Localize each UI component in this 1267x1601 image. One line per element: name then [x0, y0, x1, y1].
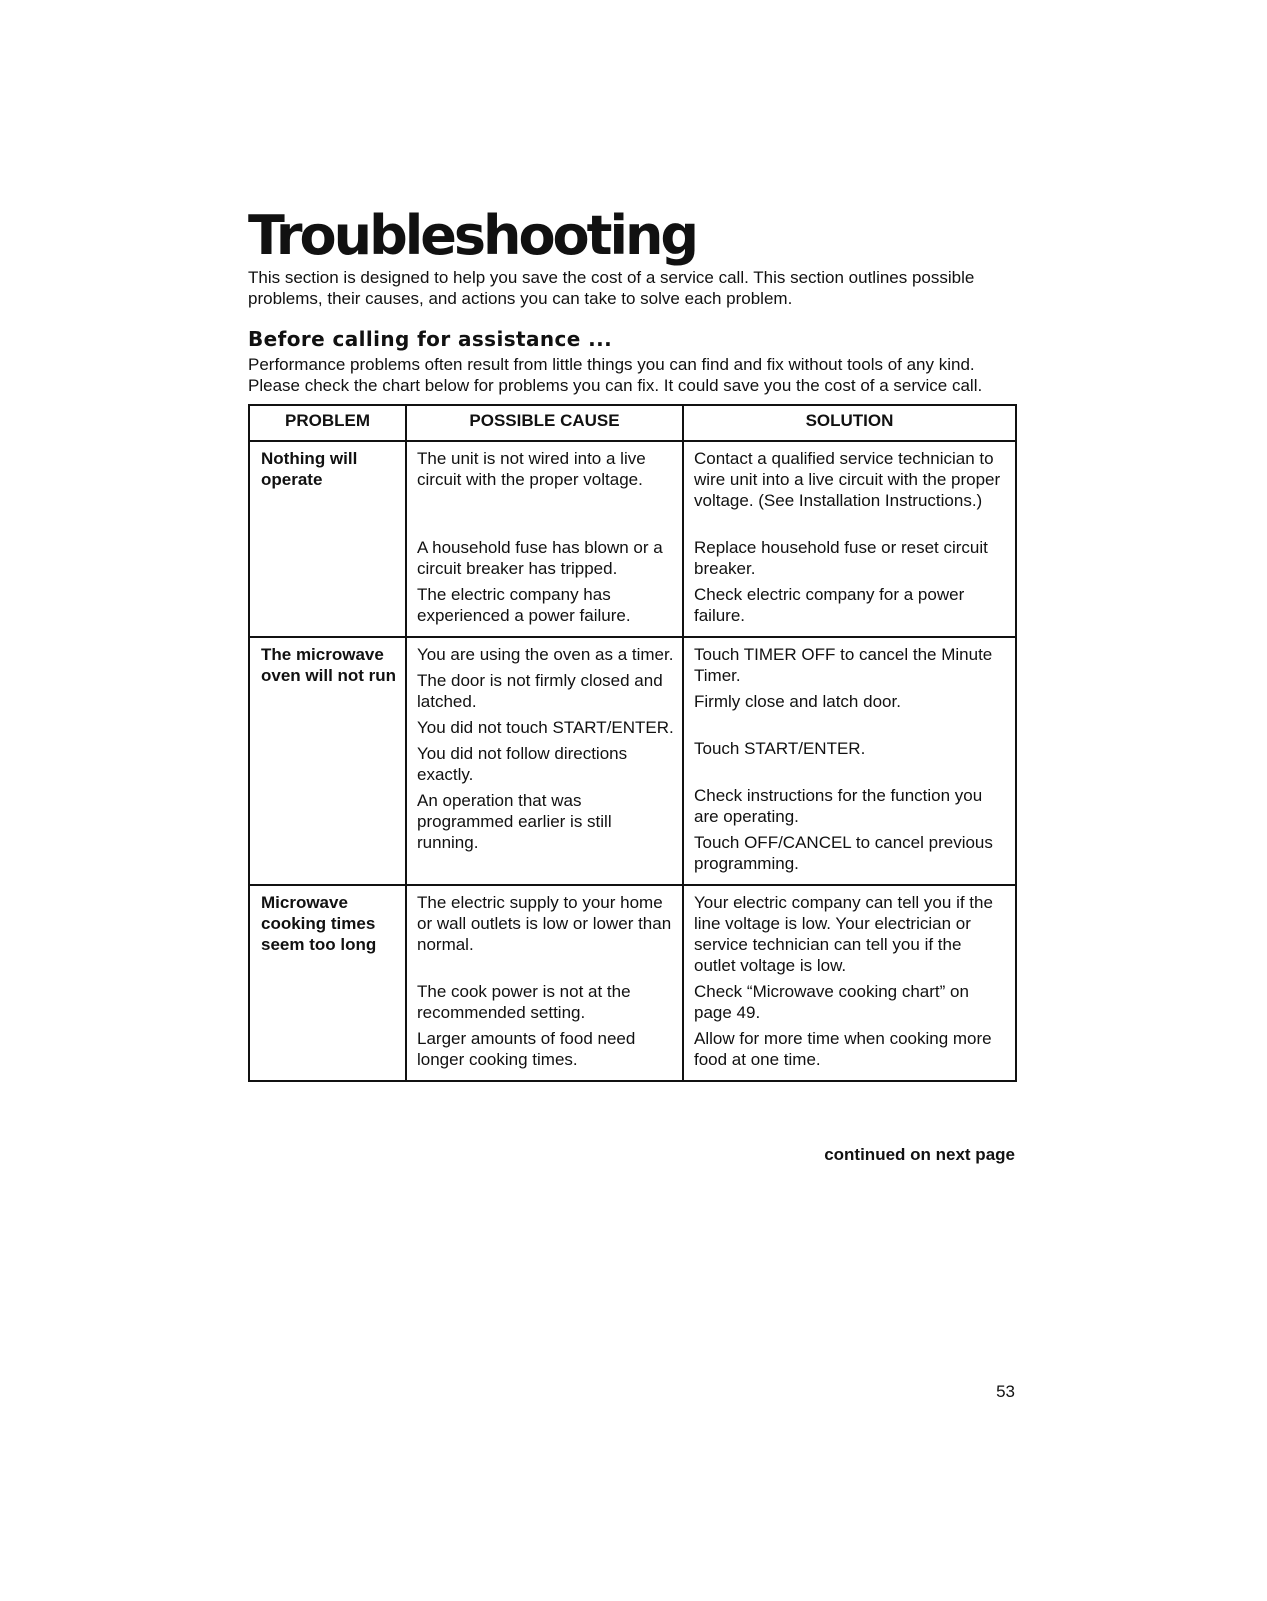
solution-entry: Check electric company for a power failure. [694, 585, 965, 625]
table-row [249, 441, 1016, 637]
problem-cell: Nothing will operate [249, 441, 406, 637]
section-heading: Before calling for assistance ... [248, 327, 613, 351]
solution-entry: Check instructions for the function you are operating. [694, 786, 983, 826]
cause-entry: The electric company has experienced a power failure. [417, 585, 631, 625]
cause-entry: You are using the oven as a timer. [417, 645, 674, 664]
page-title: Troubleshooting [248, 204, 697, 267]
header-possible-cause: POSSIBLE CAUSE [406, 405, 683, 441]
solution-entry: Allow for more time when cooking more food at one time. [694, 1029, 992, 1069]
continued-note: continued on next page [824, 1145, 1015, 1164]
problem-cell: Microwave cooking times seem too long [249, 885, 406, 1081]
cause-entry: The unit is not wired into a live circuit with the proper voltage. [417, 449, 646, 489]
cause-entry: A household fuse has blown or a circuit breaker has tripped. [417, 538, 663, 578]
intro-paragraph: This section is designed to help you save the cost of a service call. This section outlines possible problems, their causes, and actions you can take to solve each problem. [248, 268, 975, 308]
cause-cell [406, 637, 683, 885]
solution-entry: Check “Microwave cooking chart” on page 49. [694, 982, 969, 1022]
solution-entry: Contact a qualified service technician to wire unit into a live circuit with the proper voltage. (See Installation Instructions.) [694, 449, 1001, 510]
solution-cell [683, 885, 1016, 1081]
solution-cell [683, 441, 1016, 637]
table-row [249, 885, 1016, 1081]
solution-entry: Touch START/ENTER. [694, 739, 866, 758]
troubleshooting-table [248, 404, 1017, 1082]
solution-entry: Touch OFF/CANCEL to cancel previous programming. [694, 833, 993, 873]
cause-entry: The cook power is not at the recommended setting. [417, 982, 631, 1022]
solution-entry: Your electric company can tell you if the line voltage is low. Your electrician or service technician can tell you if the outlet voltage is low. [694, 893, 993, 975]
page-content [248, 205, 1015, 1082]
table-header-row [249, 405, 1016, 441]
problem-cell: The microwave oven will not run [249, 637, 406, 885]
header-problem: PROBLEM [249, 405, 406, 441]
cause-entry: Larger amounts of food need longer cooking times. [417, 1029, 636, 1069]
section-intro-paragraph: Performance problems often result from little things you can find and fix without tools of any kind. Please check the chart below for problems you can fix. It could save you the cost of a service call. [248, 355, 983, 395]
table-row [249, 637, 1016, 885]
header-solution: SOLUTION [683, 405, 1016, 441]
solution-entry: Replace household fuse or reset circuit breaker. [694, 538, 988, 578]
cause-entry: You did not touch START/ENTER. [417, 718, 674, 737]
cause-entry: The door is not firmly closed and latched. [417, 671, 663, 711]
cause-entry: You did not follow directions exactly. [417, 744, 628, 784]
cause-entry: The electric supply to your home or wall outlets is low or lower than normal. [417, 893, 672, 954]
page-number: 53 [996, 1382, 1015, 1401]
solution-cell [683, 637, 1016, 885]
cause-cell [406, 885, 683, 1081]
cause-cell [406, 441, 683, 637]
cause-entry: An operation that was programmed earlier is still running. [417, 791, 612, 852]
solution-entry: Touch TIMER OFF to cancel the Minute Timer. [694, 645, 993, 685]
solution-entry: Firmly close and latch door. [694, 692, 901, 711]
